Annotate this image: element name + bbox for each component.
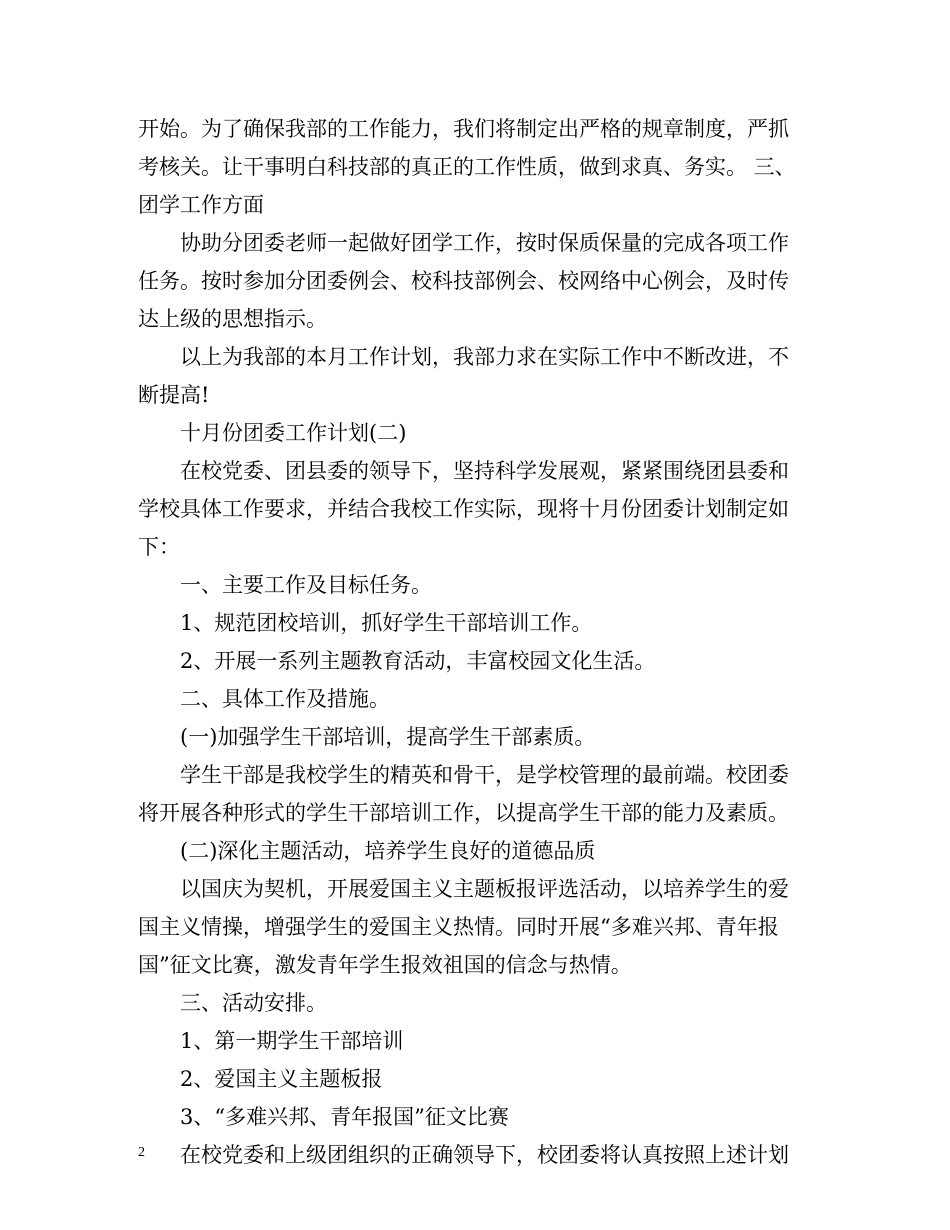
text-line: 二、具体工作及措施。: [180, 687, 390, 711]
text-line: 学校具体工作要求，并结合我校工作实际，现将十月份团委计划制定如: [138, 497, 789, 521]
text-line: 1、第一期学生干部培训: [180, 1029, 404, 1053]
text-line: 在校党委和上级团组织的正确领导下，校团委将认真按照上述计划: [180, 1143, 789, 1167]
text-line: 一、主要工作及目标任务。: [180, 573, 432, 597]
text-line: 学生干部是我校学生的精英和骨干，是学校管理的最前端。校团委: [180, 763, 789, 787]
text-line: 国”征文比赛，激发青年学生报效祖国的信念与热情。: [138, 953, 632, 977]
text-line: 将开展各种形式的学生干部培训工作，以提高学生干部的能力及素质。: [138, 801, 789, 825]
text-line: 协助分团委老师一起做好团学工作，按时保质保量的完成各项工作: [180, 231, 789, 255]
page-number: 2: [138, 1145, 145, 1160]
text-line: (一)加强学生干部培训，提高学生干部素质。: [180, 725, 596, 749]
text-line: 三、活动安排。: [180, 991, 327, 1015]
text-line: 开始。为了确保我部的工作能力，我们将制定出严格的规章制度，严抓: [138, 117, 789, 141]
text-line: 以上为我部的本月工作计划，我部力求在实际工作中不断改进，不: [180, 345, 789, 369]
text-line: 考核关。让干事明白科技部的真正的工作性质，做到求真、务实。 三、: [138, 155, 796, 179]
text-line: 断提高!: [138, 383, 210, 407]
text-line: 在校党委、团县委的领导下，坚持科学发展观，紧紧围绕团县委和: [180, 459, 789, 483]
text-line: 十月份团委工作计划(二): [180, 421, 407, 445]
text-line: 1、规范团校培训，抓好学生干部培训工作。: [180, 611, 593, 635]
text-line: 下：: [138, 535, 180, 559]
text-line: 达上级的思想指示。: [138, 307, 327, 331]
text-line: 2、爱国主义主题板报: [180, 1067, 383, 1091]
text-line: 2、开展一系列主题教育活动，丰富校园文化生活。: [180, 649, 656, 673]
document-body: [138, 110, 818, 1174]
text-line: 团学工作方面: [138, 193, 264, 217]
text-line: (二)深化主题活动，培养学生良好的道德品质: [180, 839, 596, 863]
text-line: 以国庆为契机，开展爱国主义主题板报评选活动，以培养学生的爱: [180, 877, 789, 901]
text-line: 任务。按时参加分团委例会、校科技部例会、校网络中心例会，及时传: [138, 269, 789, 293]
text-line: 3、“多难兴邦、青年报国”征文比赛: [180, 1105, 509, 1129]
text-line: 国主义情操，增强学生的爱国主义热情。同时开展“多难兴邦、青年报: [138, 915, 779, 939]
